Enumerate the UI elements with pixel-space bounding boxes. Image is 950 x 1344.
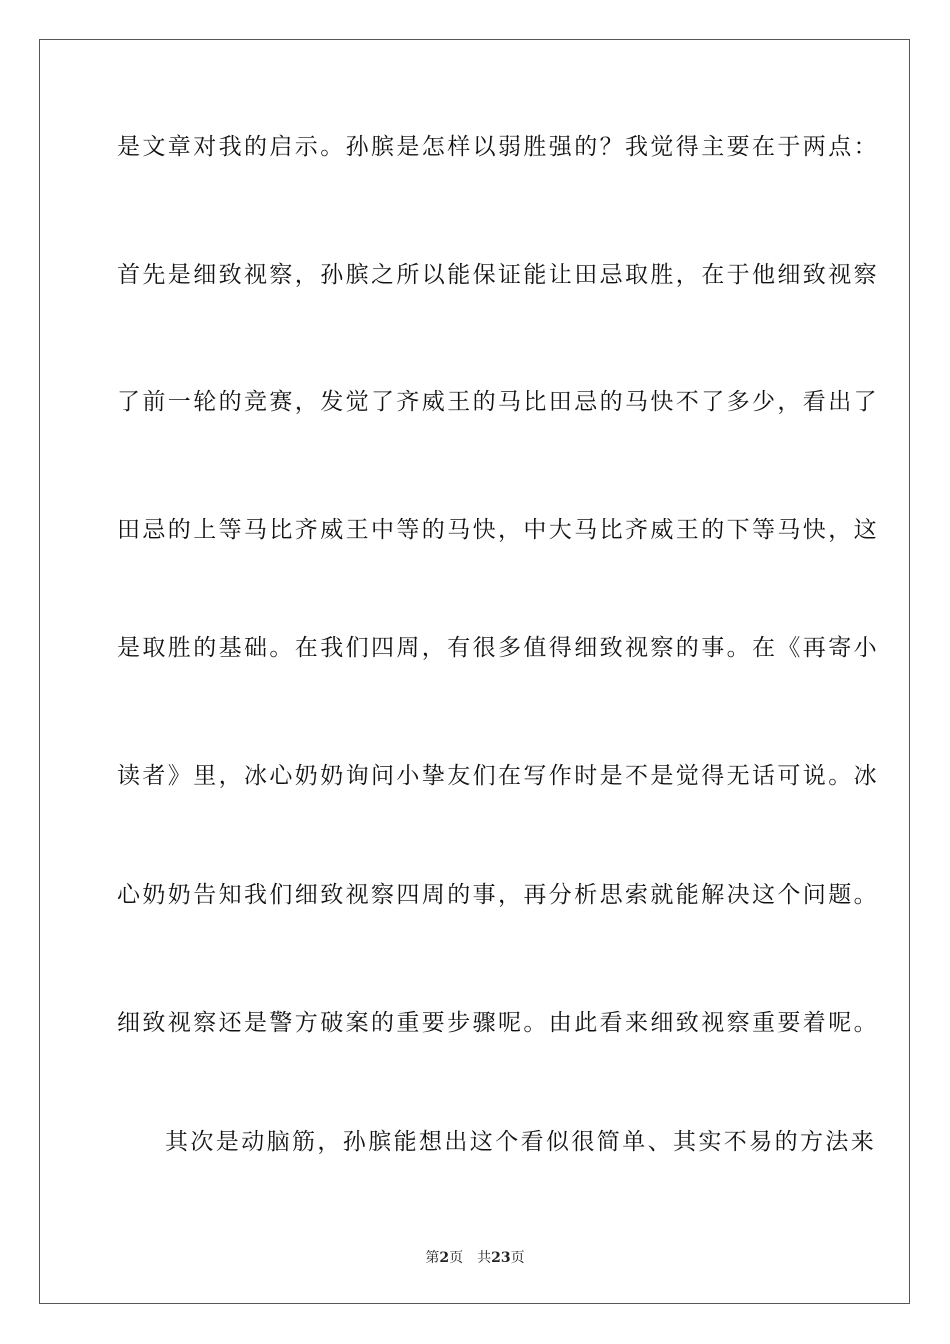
text-line-5: 是取胜的基础。在我们四周，有很多值得细致视察的事。在《再寄小 [117, 635, 879, 661]
total-pages: 23 [491, 1250, 511, 1266]
text-line-1: 是文章对我的启示。孙膑是怎样以弱胜强的？我觉得主要在于两点： [117, 134, 879, 160]
text-line-2: 首先是细致视察，孙膑之所以能保证能让田忌取胜，在于他细致视察 [117, 262, 879, 288]
page-prefix: 第 [425, 1250, 440, 1266]
page-suffix: 页 [449, 1250, 464, 1266]
text-line-9-paragraph-start: 其次是动脑筋，孙膑能想出这个看似很简单、其实不易的方法来 [165, 1129, 877, 1155]
text-line-6: 读者》里，冰心奶奶询问小挚友们在写作时是不是觉得无话可说。冰 [117, 763, 879, 789]
total-suffix: 页 [510, 1250, 525, 1266]
text-line-4: 田忌的上等马比齐威王中等的马快，中大马比齐威王的下等马快，这 [117, 517, 879, 543]
text-line-7: 心奶奶告知我们细致视察四周的事，再分析思索就能解决这个问题。 [117, 882, 879, 908]
total-prefix: 共 [477, 1250, 492, 1266]
text-line-8: 细致视察还是警方破案的重要步骤呢。由此看来细致视察重要着呢。 [117, 1010, 879, 1036]
page-border [39, 39, 910, 1304]
page-number: 2 [439, 1250, 450, 1266]
text-line-3: 了前一轮的竞赛，发觉了齐威王的马比田忌的马快不了多少，看出了 [117, 389, 879, 415]
page-footer [0, 1247, 950, 1267]
